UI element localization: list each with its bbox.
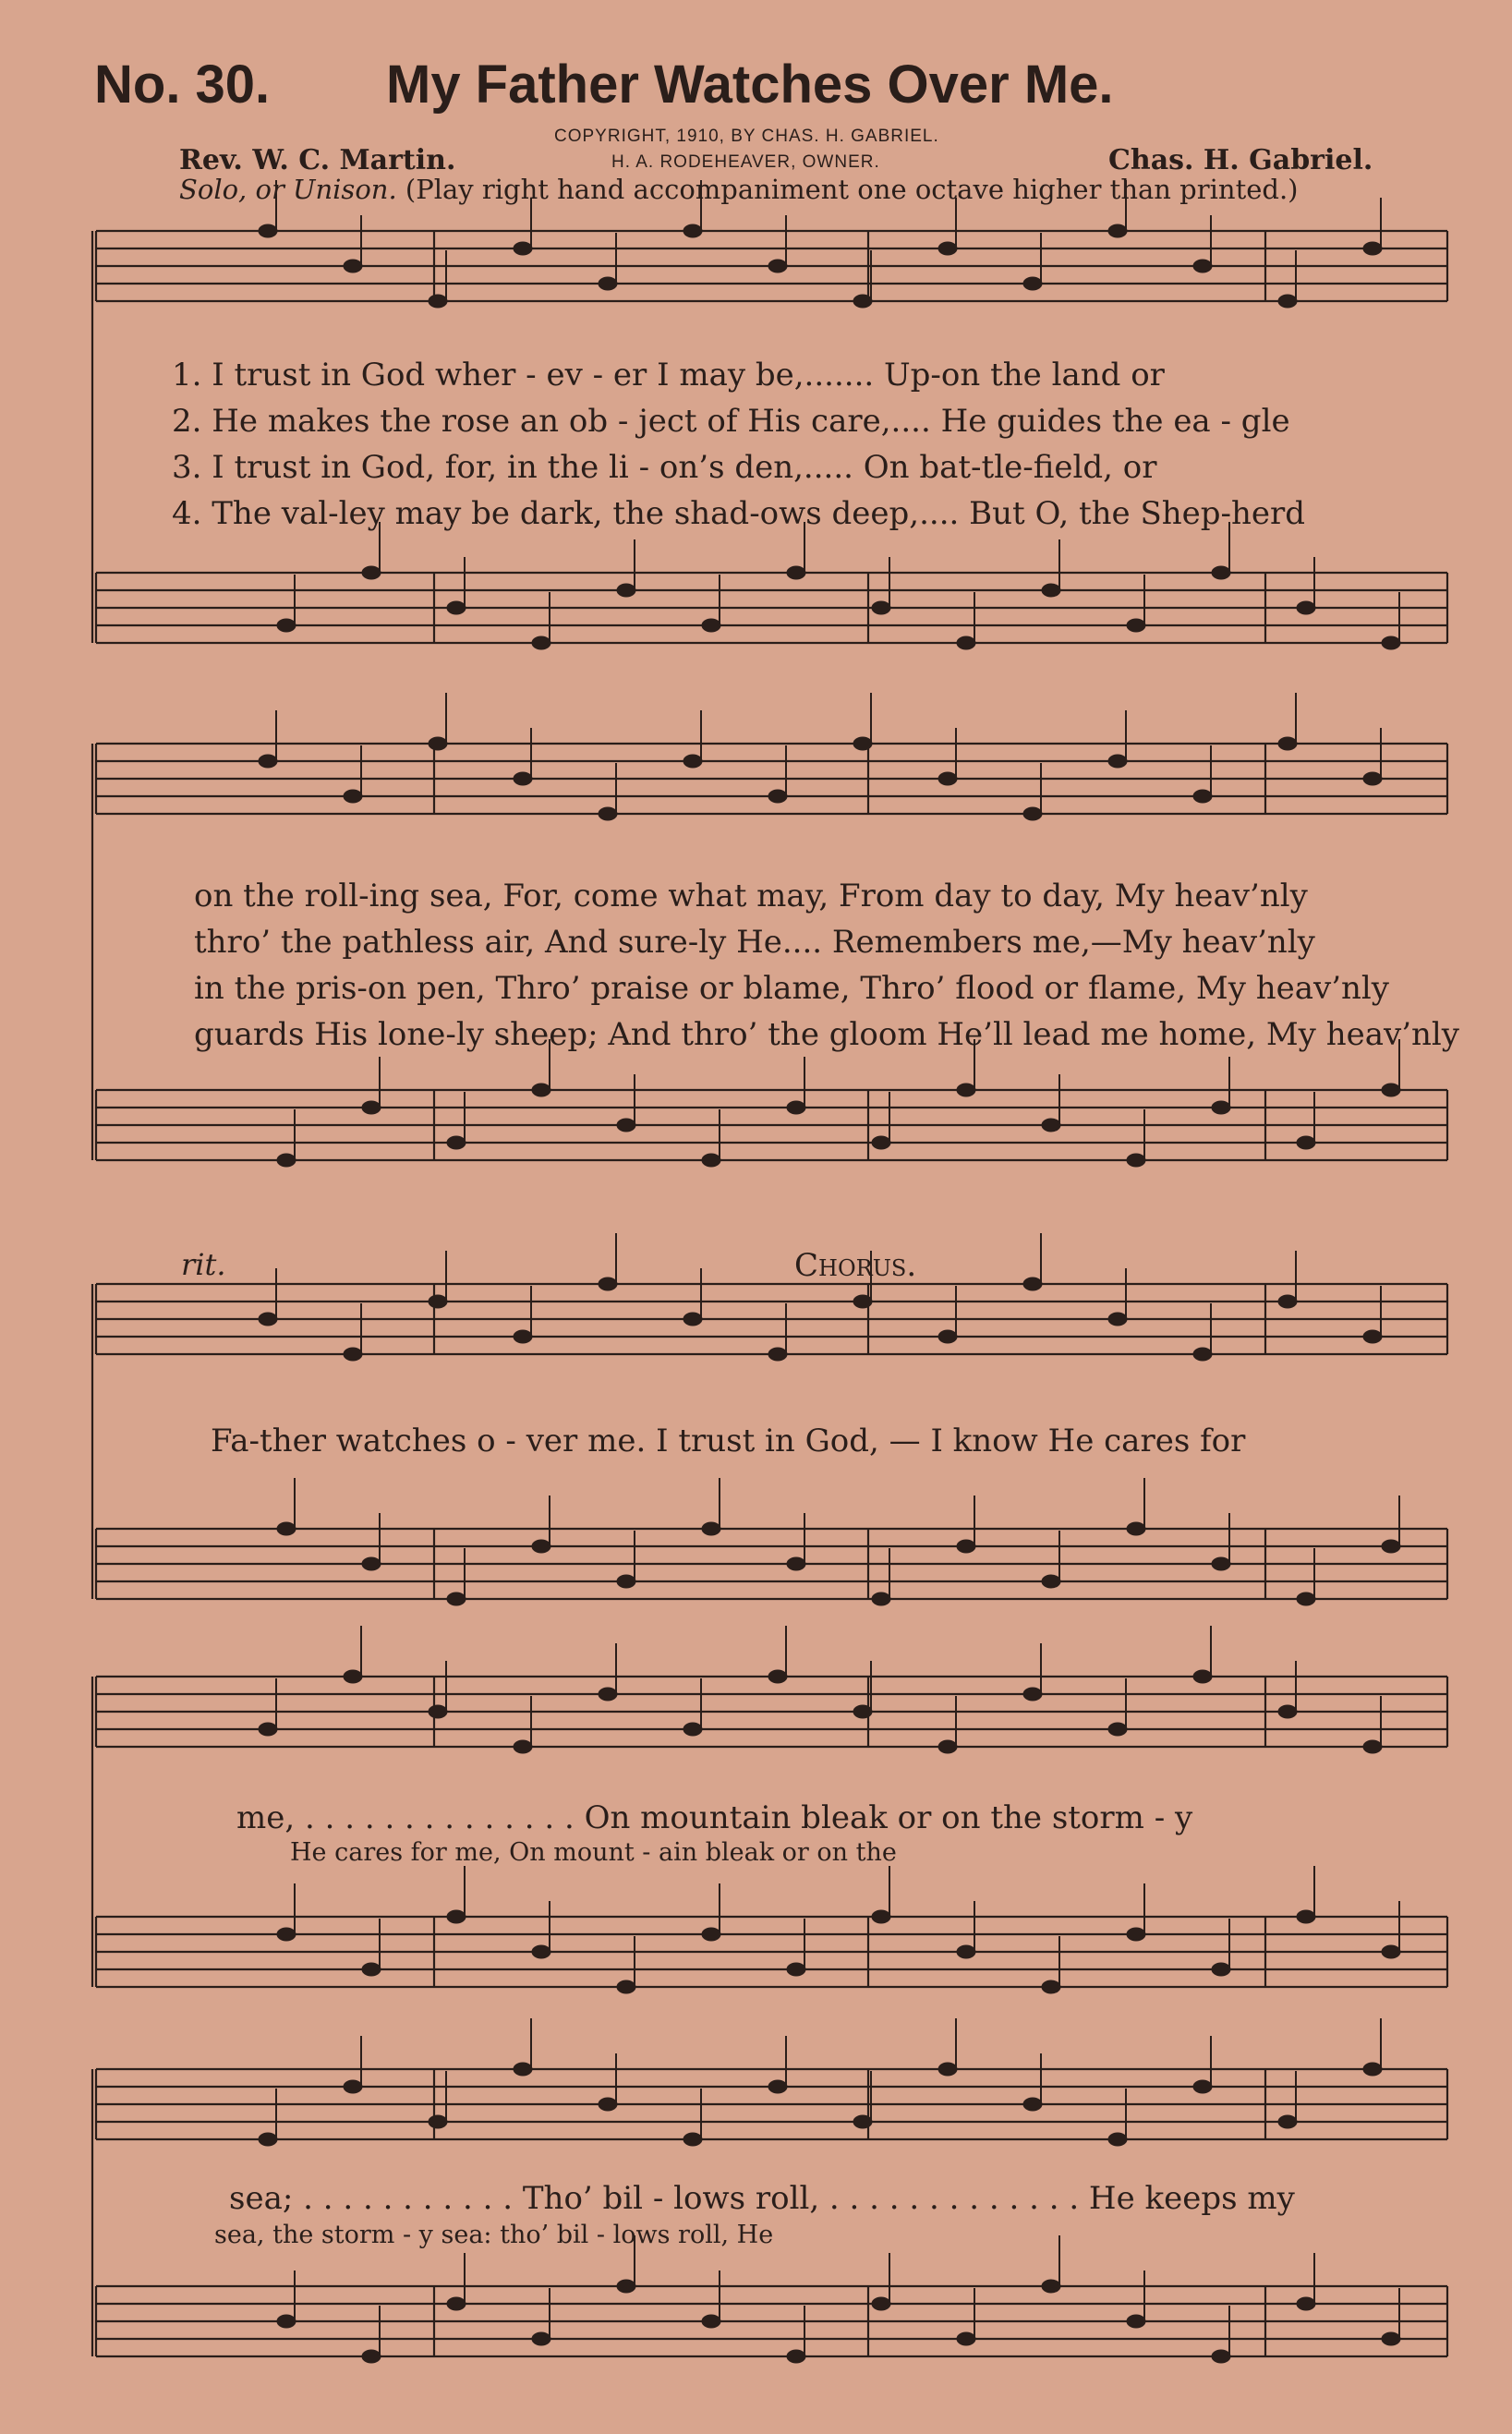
note-head [617,584,635,597]
note-head [768,2080,787,2093]
note-head [1193,1670,1212,1683]
note-head [447,601,466,614]
note-head [957,1084,975,1096]
note-head [938,242,957,255]
note-head [344,1670,362,1683]
note-head [344,1348,362,1361]
verse-2-line-2: thro’ the pathless air, And sure-ly He.... Remembers me,—My heav’nly [194,924,1315,961]
note-head [957,1945,975,1958]
note-head [1023,1278,1042,1290]
note-head [1297,1910,1315,1923]
note-head [683,755,702,768]
note-head [514,1740,532,1753]
note-head [1108,1723,1127,1736]
note-head [1023,277,1042,290]
instruction-italic: Solo, or Unison. [179,174,397,205]
note-head [1297,1592,1315,1605]
note-head [702,619,720,632]
note-head [447,1136,466,1149]
note-head [872,2297,890,2310]
chorus-heading: Chorus. [794,1247,917,1284]
note-head [344,260,362,272]
note-head [957,2332,975,2345]
note-head [853,2115,872,2128]
note-head [362,566,381,579]
note-head [1108,2133,1127,2146]
note-head [768,1670,787,1683]
note-head [768,260,787,272]
note-head [1363,2063,1382,2076]
note-head [599,807,617,820]
note-head [1297,601,1315,614]
note-head [617,1119,635,1132]
note-head [702,1928,720,1941]
verse-3-line-2: in the pris-on pen, Thro’ praise or blame, Thro’ flood or flame, My heav’nly [194,970,1390,1007]
note-head [447,2297,466,2310]
note-head [938,1740,957,1753]
note-head [362,1557,381,1570]
note-head [617,2280,635,2293]
note-head [1363,1330,1382,1343]
note-head [1193,2080,1212,2093]
note-head [532,1084,550,1096]
note-head [514,1330,532,1343]
note-head [532,636,550,649]
note-head [514,242,532,255]
note-head [1212,2350,1230,2363]
note-head [1363,772,1382,785]
verse-2-line-1: 2. He makes the rose an ob - ject of His care,.... He guides the ea - gle [172,403,1290,440]
note-head [1023,1688,1042,1701]
note-head [532,1540,550,1553]
note-head [447,1592,466,1605]
note-head [787,2350,805,2363]
owner-line: H. A. RODEHEAVER, OWNER. [611,152,880,172]
note-head [259,1313,277,1326]
chorus-line-2: me, . . . . . . . . . . . . . . On mountain bleak or on the storm - y [236,1799,1193,1836]
note-head [1193,1348,1212,1361]
verse-1-line-1: 1. I trust in God wher - ev - er I may be,....... Up-on the land or [172,357,1165,394]
note-head [1193,260,1212,272]
note-head [702,2315,720,2328]
note-head [1108,755,1127,768]
note-head [957,636,975,649]
note-head [617,1980,635,1993]
ritardando-marking: rit. [181,1247,226,1282]
verse-4-line-1: 4. The val-ley may be dark, the shad-ows deep,.... But O, the Shep-herd [172,495,1306,532]
note-head [787,1557,805,1570]
note-head [429,1705,447,1718]
note-head [1382,1084,1400,1096]
note-head [1042,1980,1060,1993]
note-head [1108,224,1127,237]
hymn-number: No. 30. [94,54,271,115]
chorus-line-3: sea; . . . . . . . . . . . Tho’ bil - lows roll, . . . . . . . . . . . . . He keeps my [229,2180,1295,2217]
note-head [872,1136,890,1149]
note-head [362,2350,381,2363]
note-head [872,601,890,614]
note-head [1023,2098,1042,2111]
instruction-text: (Play right hand accompaniment one octave higher than printed.) [396,174,1299,205]
note-head [259,2133,277,2146]
note-head [429,2115,447,2128]
chorus-line-2-bass: He cares for me, On mount - ain bleak or on the [290,1838,897,1867]
note-head [1382,2332,1400,2345]
note-head [1212,1101,1230,1114]
note-head [702,1154,720,1167]
note-head [1127,1928,1145,1941]
note-head [277,1522,296,1535]
note-head [1382,636,1400,649]
verse-1-line-2: on the roll-ing sea, For, come what may, From day to day, My heav’nly [194,878,1308,914]
note-head [514,2063,532,2076]
note-head [344,2080,362,2093]
chorus-line-1: Fa-ther watches o - ver me. I trust in God, — I know He cares for [211,1423,1246,1459]
note-head [259,224,277,237]
note-head [277,1154,296,1167]
note-head [683,2133,702,2146]
note-head [683,1313,702,1326]
note-head [1278,2115,1297,2128]
note-head [1127,1522,1145,1535]
note-head [768,790,787,803]
note-head [1278,1295,1297,1308]
lyricist: Rev. W. C. Martin. [179,144,456,176]
note-head [853,1295,872,1308]
hymn-title: My Father Watches Over Me. [386,54,1114,115]
note-head [532,1945,550,1958]
verse-3-line-1: 3. I trust in God, for, in the li - on’s den,..... On bat-tle-field, or [172,449,1157,486]
note-head [702,1522,720,1535]
note-head [1297,2297,1315,2310]
note-head [1382,1540,1400,1553]
note-head [1212,566,1230,579]
note-head [1127,619,1145,632]
note-head [1382,1945,1400,1958]
note-head [1363,242,1382,255]
note-head [617,1575,635,1588]
note-head [787,566,805,579]
note-head [599,1688,617,1701]
note-head [277,1928,296,1941]
note-head [1363,1740,1382,1753]
note-head [362,1963,381,1976]
verse-4-line-2: guards His lone-ly sheep; And thro’ the gloom He’ll lead me home, My heav’nly [194,1016,1459,1053]
note-head [447,1910,466,1923]
note-head [1278,295,1297,308]
note-head [1212,1557,1230,1570]
note-head [787,1101,805,1114]
note-head [599,277,617,290]
note-head [429,295,447,308]
note-head [429,1295,447,1308]
note-head [787,1963,805,1976]
note-head [1023,807,1042,820]
note-head [938,2063,957,2076]
note-head [1042,1575,1060,1588]
note-head [277,619,296,632]
note-head [362,1101,381,1114]
composer: Chas. H. Gabriel. [1108,144,1373,176]
note-head [872,1592,890,1605]
note-head [344,790,362,803]
note-head [532,2332,550,2345]
note-head [1278,1705,1297,1718]
note-head [1127,2315,1145,2328]
chorus-line-3-bass: sea, the storm - y sea: tho’ bil - lows roll, He [214,2221,774,2249]
note-head [683,1723,702,1736]
note-head [429,737,447,750]
note-head [768,1348,787,1361]
note-head [277,2315,296,2328]
note-head [1297,1136,1315,1149]
note-head [1042,2280,1060,2293]
note-head [599,1278,617,1290]
note-head [1212,1963,1230,1976]
note-head [957,1540,975,1553]
note-head [1278,737,1297,750]
note-head [683,224,702,237]
note-head [853,295,872,308]
note-head [853,737,872,750]
note-head [853,1705,872,1718]
note-head [1042,584,1060,597]
note-head [872,1910,890,1923]
note-head [259,1723,277,1736]
note-head [1042,1119,1060,1132]
note-head [599,2098,617,2111]
note-head [514,772,532,785]
note-head [938,1330,957,1343]
note-head [259,755,277,768]
note-head [1108,1313,1127,1326]
copyright-line: COPYRIGHT, 1910, BY CHAS. H. GABRIEL. [554,127,939,146]
note-head [938,772,957,785]
note-head [1193,790,1212,803]
note-head [1127,1154,1145,1167]
